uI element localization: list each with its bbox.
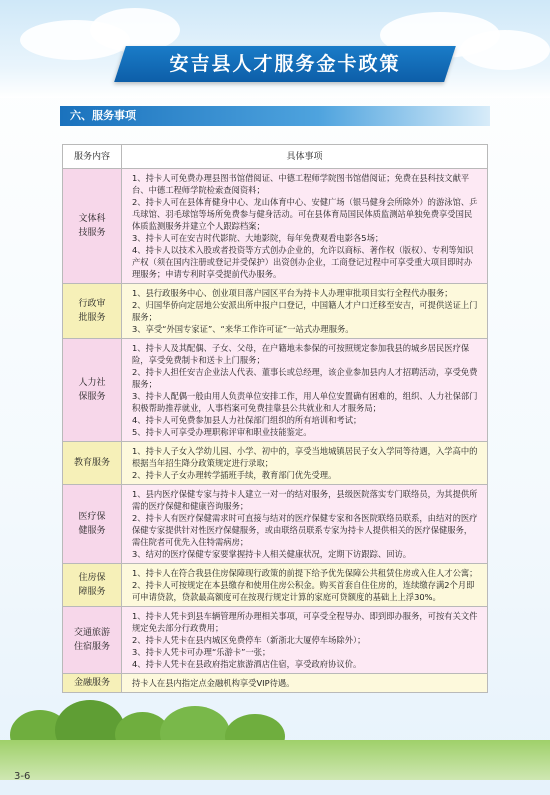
service-item: 1、持卡人凭卡到县车辆管理所办理相关事项，可享受全程导办、即到即办服务，可按有关文件规定免去部分行政费用； bbox=[132, 611, 478, 633]
section-title: 六、服务事项 bbox=[70, 109, 136, 122]
service-item: 1、持卡人子女入学幼儿园、小学、初中的，享受当地城镇居民子女入学同等待遇，入学高中的根据当年招生降分政策规定进行录取； bbox=[132, 446, 478, 468]
service-item: 1、县行政服务中心、创业项目落户园区平台为持卡人办理审批项目实行全程代办服务； bbox=[132, 288, 453, 298]
service-details-cell bbox=[122, 485, 488, 564]
category-line: 行政审 bbox=[78, 299, 106, 309]
service-item: 2、持卡人可按规定在本县缴存和使用住房公积金。购买首套自住住房的，连续缴存满2个月即可申请贷款，贷款最高额度可在按现行规定计算的家庭可贷额度的基础上上浮30%。 bbox=[132, 580, 475, 602]
table-row bbox=[63, 564, 488, 607]
category-line: 健服务 bbox=[78, 526, 106, 536]
category-line: 住房保 bbox=[78, 573, 106, 583]
service-item: 4、持卡人凭卡在县政府指定旅游酒店住宿，享受政府协议价。 bbox=[132, 659, 362, 669]
page-number: 3-6 bbox=[14, 771, 31, 782]
service-item: 5、持卡人可享受办理职称评审和职业技能鉴定。 bbox=[132, 427, 312, 437]
service-item: 2、持卡人担任安吉企业法人代表、董事长或总经理，该企业参加县内人才招聘活动，享受免费服务； bbox=[132, 367, 478, 389]
service-item: 1、县内医疗保健专家与持卡人建立一对一的结对服务，县级医院落实专门联络员，为其提供所需的医疗保健和健康咨询服务； bbox=[132, 489, 478, 511]
service-item: 持卡人在县内指定点金融机构享受VIP待遇。 bbox=[132, 678, 295, 688]
service-item: 3、结对的医疗保健专家要掌握持卡人相关健康状况，定期下访跟踪、回访。 bbox=[132, 549, 412, 559]
service-details-cell bbox=[122, 442, 488, 485]
service-details-cell bbox=[122, 564, 488, 607]
category-line: 障服务 bbox=[78, 587, 106, 597]
category-line: 保服务 bbox=[78, 392, 106, 402]
service-item: 4、持卡人可免费参加县人力社保部门组织的所有培训和考试； bbox=[132, 415, 362, 425]
page-title: 安吉县人才服务金卡政策 bbox=[169, 53, 401, 75]
category-line: 批服务 bbox=[78, 313, 106, 323]
service-item: 1、持卡人可免费办理县图书馆借阅证、中德工程师学院图书馆借阅证；免费在县科技文献平台、中德工程师学院检索查阅资料； bbox=[132, 173, 470, 195]
category-line: 住宿服务 bbox=[73, 642, 110, 652]
service-item: 3、享受“外国专家证”、“来华工作许可证”一站式办理服务。 bbox=[132, 324, 354, 334]
service-details-cell bbox=[122, 169, 488, 284]
service-category-cell bbox=[63, 169, 122, 284]
service-item: 3、持卡人可在安吉时代影院、大地影院，每年免费观看电影各5场； bbox=[132, 233, 384, 243]
service-item: 2、持卡人子女办理转学插班手续，教育部门优先受理。 bbox=[132, 470, 337, 480]
category-line: 人力社 bbox=[78, 378, 106, 388]
table-row bbox=[63, 485, 488, 564]
service-category-cell bbox=[63, 564, 122, 607]
service-item: 3、持卡人配偶一般由用人负责单位安排工作，用人单位安置确有困难的，组织、人力社保部门积极帮助推荐就业，人事档案可免费挂靠县公共就业和人才服务局； bbox=[132, 391, 478, 413]
service-item: 4、持卡人以技术入股或者投资等方式创办企业的，允许以商标、著作权（版权）、专利等知识产权（须在国内注册或登记并受保护）出资创办企业，工商登记过程中可享受重大项目即时办理服务；申请专利时享受提前代办服务。 bbox=[132, 245, 474, 279]
service-item: 2、持卡人凭卡在县内城区免费停车（新浙北大厦停车场除外）； bbox=[132, 635, 366, 645]
service-item: 2、持卡人有医疗保健需求时可直接与结对的医疗保健专家和各医院联络员联系，由结对的医疗保健专家提供针对性医疗保健服务，或由联络员联系专家为持卡人提供相关的医疗保健服务，需住院者可优先入住特需病房； bbox=[132, 513, 478, 547]
service-item: 1、持卡人及其配偶、子女、父母，在户籍地未参保的可按照规定参加我县的城乡居民医疗保险，享受免费制卡和送卡上门服务； bbox=[132, 343, 470, 365]
service-item: 2、持卡人可在县体育健身中心、龙山体育中心、安健广场（银马健身会所除外）的游泳馆、乒乓球馆、羽毛球馆等场所免费参与健身活动。可在县体育局国民体质监测站单独免费享受国民体质监测服务并建立个人跟踪档案； bbox=[132, 197, 478, 231]
service-category-cell bbox=[63, 485, 122, 564]
service-category-cell: 金融服务 bbox=[63, 674, 122, 693]
table-row bbox=[63, 339, 488, 442]
header-banner-area bbox=[0, 0, 550, 98]
category-line: 技服务 bbox=[78, 228, 106, 238]
service-item: 3、持卡人凭卡可办理“乐游卡”一张； bbox=[132, 647, 271, 657]
service-details-cell bbox=[122, 284, 488, 339]
table-body bbox=[63, 169, 488, 693]
column-header-details: 具体事项 bbox=[122, 145, 488, 169]
landscape-decoration bbox=[0, 640, 550, 780]
service-category-cell: 教育服务 bbox=[63, 442, 122, 485]
category-line: 医疗保 bbox=[78, 512, 106, 522]
service-category-cell bbox=[63, 339, 122, 442]
table-header-row bbox=[63, 145, 488, 169]
cloud bbox=[460, 30, 550, 70]
grass-ground bbox=[0, 740, 550, 780]
service-item: 2、归国华侨向定居地公安派出所申报户口登记，中国籍人才户口迁移至安吉，可提供送证上门服务； bbox=[132, 300, 478, 322]
table-row bbox=[63, 284, 488, 339]
table-row bbox=[63, 169, 488, 284]
category-line: 文体科 bbox=[78, 214, 106, 224]
column-header-service: 服务内容 bbox=[63, 145, 122, 169]
service-category-cell bbox=[63, 284, 122, 339]
service-table bbox=[62, 144, 488, 693]
service-details-cell bbox=[122, 339, 488, 442]
category-line: 交通旅游 bbox=[73, 628, 110, 638]
service-item: 1、持卡人在符合我县住房保障现行政策的前提下给予优先保障公共租赁住房或入住人才公寓； bbox=[132, 568, 478, 578]
table-row bbox=[63, 442, 488, 485]
